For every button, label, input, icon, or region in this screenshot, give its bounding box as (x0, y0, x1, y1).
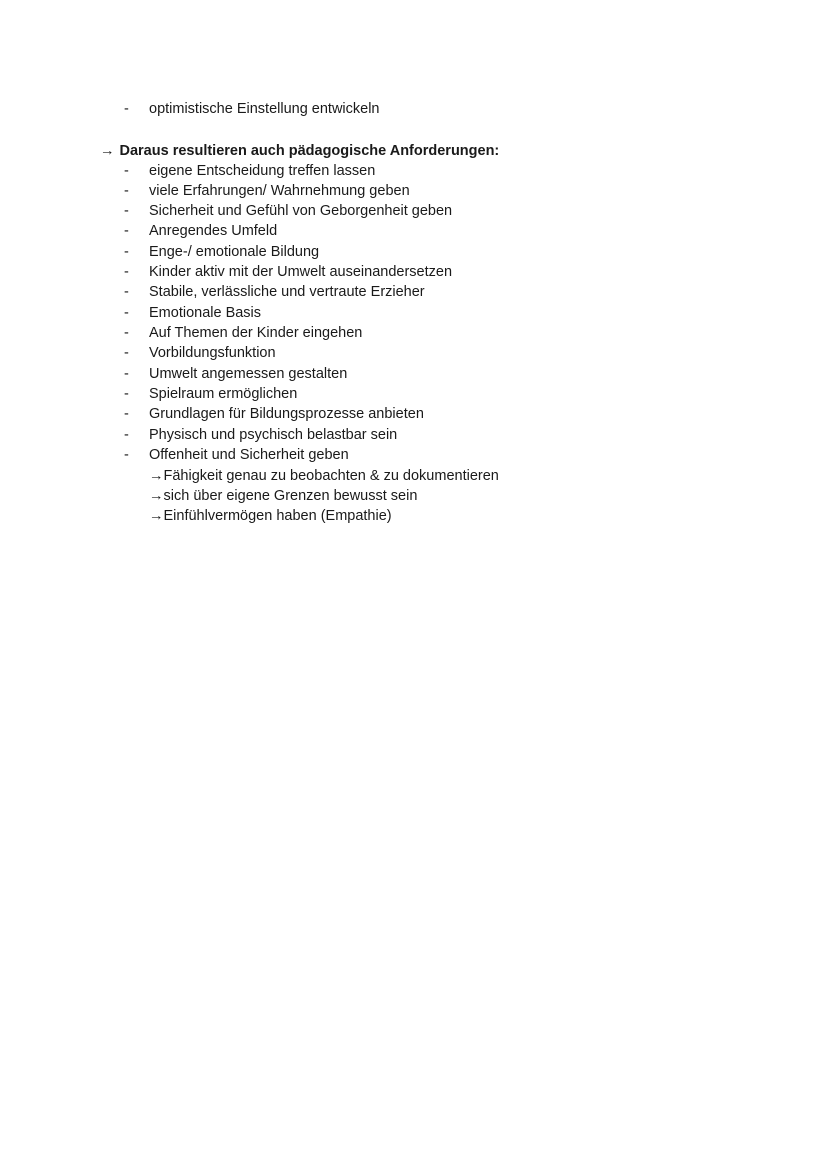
list-item-text: Emotionale Basis (149, 305, 262, 321)
list-item-text: Umwelt angemessen gestalten (149, 366, 348, 382)
sub-item-text: Einfühlvermögen haben (Empathie) (163, 508, 392, 524)
list-item-text: Stabile, verlässliche und vertraute Erzieher (149, 284, 425, 300)
list-item-text: Anregendes Umfeld (149, 223, 278, 239)
bullet-dash: - (124, 264, 129, 280)
bullet-dash: - (124, 183, 129, 199)
list-item-text: Vorbildungsfunktion (149, 345, 276, 361)
bullet-dash: - (124, 366, 129, 382)
bullet-dash: - (124, 386, 129, 402)
list-item-text: Enge-/ emotionale Bildung (149, 244, 320, 260)
bullet-dash: - (124, 223, 129, 239)
heading-text: Daraus resultieren auch pädagogische Anforderungen: (119, 143, 500, 159)
bullet-dash: - (124, 325, 129, 341)
bullet-dash: - (124, 244, 129, 260)
sub-list-item (149, 506, 392, 526)
bullet-dash: - (124, 406, 129, 422)
arrow-right-icon: → (149, 508, 164, 524)
arrow-right-icon: → (149, 488, 164, 504)
list-item-text: Physisch und psychisch belastbar sein (149, 427, 398, 443)
list-item-text: viele Erfahrungen/ Wahrnehmung geben (149, 183, 410, 199)
list-item-text: Auf Themen der Kinder eingehen (149, 325, 363, 341)
bullet-dash: - (124, 447, 129, 463)
bullet-dash: - (124, 101, 129, 117)
arrow-right-icon: → (100, 143, 115, 159)
bullet-dash: - (124, 305, 129, 321)
list-item-text: optimistische Einstellung entwickeln (149, 101, 380, 117)
bullet-dash: - (124, 203, 129, 219)
list-item-text: Grundlagen für Bildungsprozesse anbieten (149, 406, 424, 422)
bullet-dash: - (124, 163, 129, 179)
bullet-dash: - (124, 427, 129, 443)
list-item-text: Sicherheit und Gefühl von Geborgenheit geben (149, 203, 453, 219)
bullet-dash: - (124, 284, 129, 300)
list-item-text: Kinder aktiv mit der Umwelt auseinandersetzen (149, 264, 453, 280)
bullet-dash: - (124, 345, 129, 361)
sub-list-item (149, 466, 499, 486)
list-item-text: eigene Entscheidung treffen lassen (149, 163, 376, 179)
sub-item-text: sich über eigene Grenzen bewusst sein (163, 488, 418, 504)
sub-item-text: Fähigkeit genau zu beobachten & zu dokumentieren (163, 468, 499, 484)
arrow-right-icon: → (149, 468, 164, 484)
section-heading (100, 141, 499, 161)
sub-list-item (149, 486, 417, 506)
list-item-text: Spielraum ermöglichen (149, 386, 298, 402)
list-item-text: Offenheit und Sicherheit geben (149, 447, 349, 463)
